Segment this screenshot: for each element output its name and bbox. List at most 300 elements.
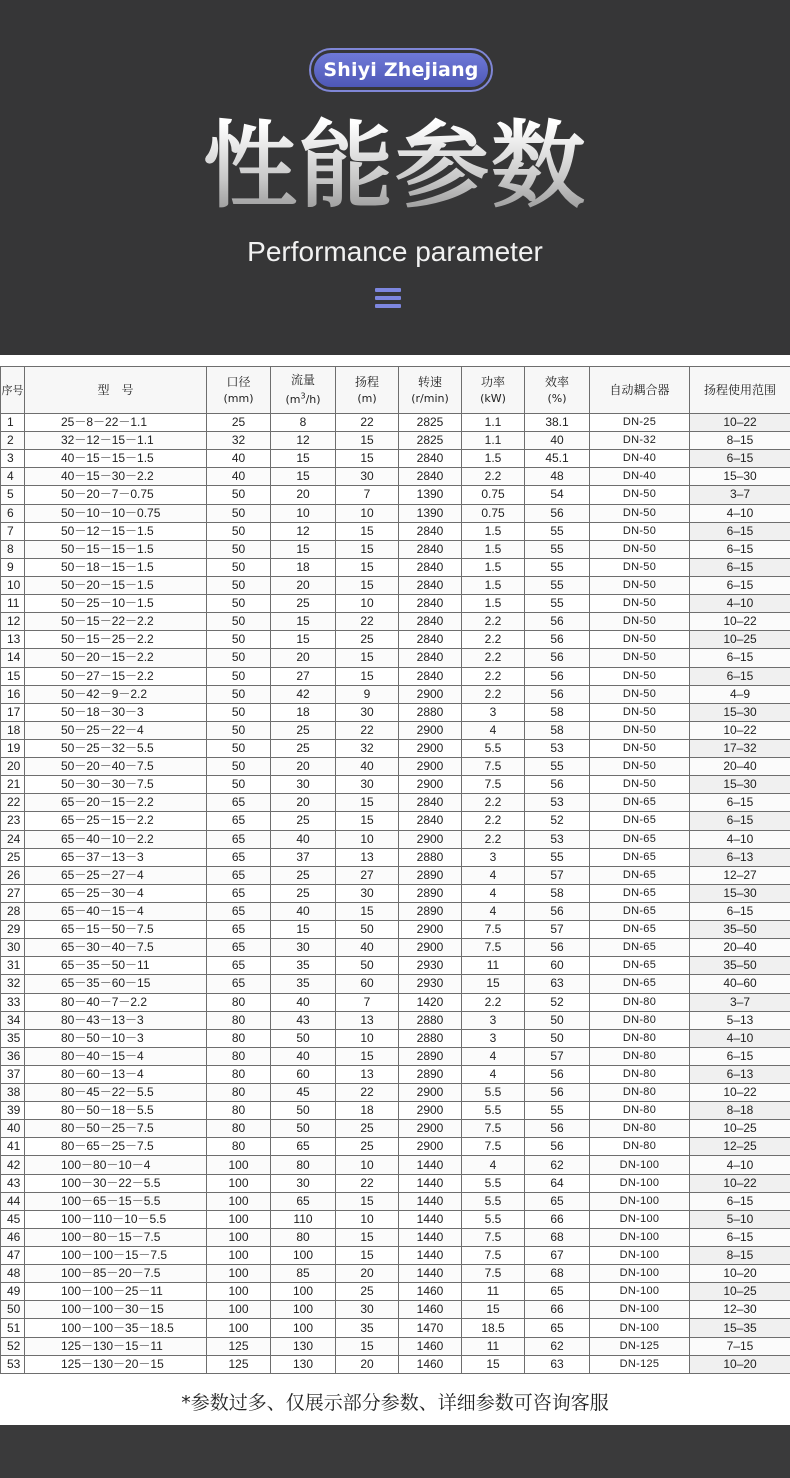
cell-model: 40－15－15－1.5 bbox=[25, 450, 207, 468]
cell-seq: 40 bbox=[1, 1120, 25, 1138]
cell-efficiency: 68 bbox=[525, 1265, 590, 1283]
table-row bbox=[1, 504, 790, 522]
cell-seq: 15 bbox=[1, 667, 25, 685]
table-row bbox=[1, 1192, 790, 1210]
cell-head: 32 bbox=[336, 739, 399, 757]
cell-efficiency: 65 bbox=[525, 1192, 590, 1210]
table-row bbox=[1, 685, 790, 703]
cell-diameter: 50 bbox=[207, 486, 271, 504]
cell-seq: 51 bbox=[1, 1319, 25, 1337]
cell-seq: 41 bbox=[1, 1138, 25, 1156]
cell-flow: 20 bbox=[271, 649, 336, 667]
table-row bbox=[1, 1084, 790, 1102]
cell-model: 50－20－40－7.5 bbox=[25, 758, 207, 776]
cell-seq: 12 bbox=[1, 613, 25, 631]
cell-flow: 15 bbox=[271, 468, 336, 486]
cell-model: 50－42－9－2.2 bbox=[25, 685, 207, 703]
cell-range: 6–15 bbox=[690, 540, 790, 558]
cell-seq: 11 bbox=[1, 595, 25, 613]
cell-efficiency: 60 bbox=[525, 957, 590, 975]
cell-head: 13 bbox=[336, 1065, 399, 1083]
cell-diameter: 65 bbox=[207, 794, 271, 812]
cell-efficiency: 66 bbox=[525, 1210, 590, 1228]
cell-flow: 15 bbox=[271, 613, 336, 631]
cell-coupler: DN-50 bbox=[590, 667, 690, 685]
cell-range: 35–50 bbox=[690, 921, 790, 939]
cell-coupler: DN-50 bbox=[590, 703, 690, 721]
cell-efficiency: 48 bbox=[525, 468, 590, 486]
cell-head: 13 bbox=[336, 848, 399, 866]
cell-diameter: 40 bbox=[207, 450, 271, 468]
cell-coupler: DN-100 bbox=[590, 1156, 690, 1174]
table-row bbox=[1, 450, 790, 468]
cell-speed: 1440 bbox=[399, 1228, 462, 1246]
cell-range: 15–30 bbox=[690, 776, 790, 794]
cell-model: 65－25－27－4 bbox=[25, 866, 207, 884]
cell-flow: 12 bbox=[271, 432, 336, 450]
table-row bbox=[1, 1247, 790, 1265]
cell-model: 100－100－15－7.5 bbox=[25, 1247, 207, 1265]
cell-power: 2.2 bbox=[462, 667, 525, 685]
table-row bbox=[1, 902, 790, 920]
cell-head: 7 bbox=[336, 993, 399, 1011]
cell-power: 3 bbox=[462, 848, 525, 866]
cell-efficiency: 55 bbox=[525, 522, 590, 540]
cell-range: 6–13 bbox=[690, 848, 790, 866]
cell-head: 50 bbox=[336, 921, 399, 939]
cell-diameter: 50 bbox=[207, 576, 271, 594]
cell-coupler: DN-65 bbox=[590, 921, 690, 939]
cell-head: 15 bbox=[336, 1337, 399, 1355]
cell-coupler: DN-32 bbox=[590, 432, 690, 450]
cell-model: 80－40－7－2.2 bbox=[25, 993, 207, 1011]
cell-model: 50－18－15－1.5 bbox=[25, 558, 207, 576]
cell-seq: 6 bbox=[1, 504, 25, 522]
cell-efficiency: 56 bbox=[525, 631, 590, 649]
cell-head: 25 bbox=[336, 1283, 399, 1301]
table-row bbox=[1, 975, 790, 993]
cell-seq: 9 bbox=[1, 558, 25, 576]
cell-efficiency: 52 bbox=[525, 812, 590, 830]
cell-coupler: DN-80 bbox=[590, 1065, 690, 1083]
cell-seq: 24 bbox=[1, 830, 25, 848]
table-row bbox=[1, 703, 790, 721]
cell-efficiency: 58 bbox=[525, 721, 590, 739]
cell-range: 12–30 bbox=[690, 1301, 790, 1319]
cell-efficiency: 57 bbox=[525, 866, 590, 884]
cell-model: 25－8－22－1.1 bbox=[25, 414, 207, 432]
header-model: 型 号 bbox=[25, 367, 207, 414]
cell-head: 20 bbox=[336, 1355, 399, 1373]
cell-flow: 42 bbox=[271, 685, 336, 703]
cell-seq: 13 bbox=[1, 631, 25, 649]
cell-range: 6–15 bbox=[690, 558, 790, 576]
cell-model: 65－40－10－2.2 bbox=[25, 830, 207, 848]
table-row bbox=[1, 540, 790, 558]
cell-speed: 2930 bbox=[399, 957, 462, 975]
cell-power: 1.1 bbox=[462, 432, 525, 450]
cell-range: 15–30 bbox=[690, 884, 790, 902]
cell-range: 6–15 bbox=[690, 902, 790, 920]
cell-diameter: 50 bbox=[207, 613, 271, 631]
cell-efficiency: 53 bbox=[525, 739, 590, 757]
cell-power: 1.5 bbox=[462, 522, 525, 540]
cell-diameter: 50 bbox=[207, 685, 271, 703]
cell-range: 4–10 bbox=[690, 504, 790, 522]
cell-coupler: DN-65 bbox=[590, 975, 690, 993]
cell-model: 50－10－10－0.75 bbox=[25, 504, 207, 522]
cell-flow: 100 bbox=[271, 1283, 336, 1301]
cell-speed: 2890 bbox=[399, 902, 462, 920]
cell-efficiency: 55 bbox=[525, 758, 590, 776]
cell-diameter: 50 bbox=[207, 540, 271, 558]
cell-model: 50－25－10－1.5 bbox=[25, 595, 207, 613]
cell-power: 5.5 bbox=[462, 1174, 525, 1192]
cell-coupler: DN-80 bbox=[590, 1011, 690, 1029]
cell-head: 20 bbox=[336, 1265, 399, 1283]
cell-model: 50－15－25－2.2 bbox=[25, 631, 207, 649]
cell-range: 15–30 bbox=[690, 703, 790, 721]
cell-seq: 25 bbox=[1, 848, 25, 866]
table-row bbox=[1, 486, 790, 504]
cell-head: 15 bbox=[336, 522, 399, 540]
cell-coupler: DN-65 bbox=[590, 902, 690, 920]
table-row bbox=[1, 1355, 790, 1373]
cell-efficiency: 38.1 bbox=[525, 414, 590, 432]
table-row bbox=[1, 866, 790, 884]
cell-coupler: DN-25 bbox=[590, 414, 690, 432]
cell-model: 100－80－10－4 bbox=[25, 1156, 207, 1174]
cell-head: 22 bbox=[336, 1084, 399, 1102]
cell-efficiency: 55 bbox=[525, 540, 590, 558]
cell-coupler: DN-65 bbox=[590, 957, 690, 975]
cell-speed: 2840 bbox=[399, 450, 462, 468]
cell-head: 15 bbox=[336, 902, 399, 920]
cell-range: 12–27 bbox=[690, 866, 790, 884]
cell-diameter: 65 bbox=[207, 939, 271, 957]
cell-diameter: 100 bbox=[207, 1228, 271, 1246]
cell-seq: 16 bbox=[1, 685, 25, 703]
cell-model: 50－20－15－1.5 bbox=[25, 576, 207, 594]
cell-seq: 47 bbox=[1, 1247, 25, 1265]
cell-efficiency: 40 bbox=[525, 432, 590, 450]
cell-coupler: DN-80 bbox=[590, 1084, 690, 1102]
cell-head: 30 bbox=[336, 884, 399, 902]
header-efficiency: 效率 (%) bbox=[525, 367, 590, 414]
cell-efficiency: 62 bbox=[525, 1156, 590, 1174]
cell-power: 7.5 bbox=[462, 1247, 525, 1265]
cell-power: 2.2 bbox=[462, 830, 525, 848]
cell-head: 7 bbox=[336, 486, 399, 504]
header-range: 扬程使用范围 bbox=[690, 367, 790, 414]
cell-efficiency: 50 bbox=[525, 1011, 590, 1029]
cell-efficiency: 57 bbox=[525, 1047, 590, 1065]
cell-power: 4 bbox=[462, 884, 525, 902]
cell-head: 27 bbox=[336, 866, 399, 884]
cell-flow: 37 bbox=[271, 848, 336, 866]
cell-speed: 2890 bbox=[399, 1047, 462, 1065]
cell-range: 4–9 bbox=[690, 685, 790, 703]
cell-power: 1.5 bbox=[462, 540, 525, 558]
cell-range: 6–15 bbox=[690, 576, 790, 594]
cell-flow: 30 bbox=[271, 776, 336, 794]
cell-seq: 46 bbox=[1, 1228, 25, 1246]
cell-speed: 2890 bbox=[399, 1065, 462, 1083]
cell-power: 5.5 bbox=[462, 739, 525, 757]
cell-diameter: 80 bbox=[207, 1011, 271, 1029]
cell-diameter: 100 bbox=[207, 1301, 271, 1319]
cell-head: 15 bbox=[336, 649, 399, 667]
cell-head: 30 bbox=[336, 776, 399, 794]
cell-model: 100－100－30－15 bbox=[25, 1301, 207, 1319]
cell-diameter: 80 bbox=[207, 1084, 271, 1102]
cell-range: 17–32 bbox=[690, 739, 790, 757]
cell-seq: 1 bbox=[1, 414, 25, 432]
cell-head: 15 bbox=[336, 794, 399, 812]
cell-coupler: DN-50 bbox=[590, 631, 690, 649]
cell-speed: 2900 bbox=[399, 758, 462, 776]
cell-range: 6–15 bbox=[690, 794, 790, 812]
cell-speed: 2900 bbox=[399, 921, 462, 939]
cell-range: 6–13 bbox=[690, 1065, 790, 1083]
cell-speed: 1440 bbox=[399, 1156, 462, 1174]
cell-range: 4–10 bbox=[690, 1029, 790, 1047]
cell-range: 6–15 bbox=[690, 1228, 790, 1246]
cell-power: 2.2 bbox=[462, 649, 525, 667]
cell-power: 1.5 bbox=[462, 450, 525, 468]
cell-model: 80－65－25－7.5 bbox=[25, 1138, 207, 1156]
cell-diameter: 65 bbox=[207, 975, 271, 993]
cell-head: 30 bbox=[336, 1301, 399, 1319]
cell-coupler: DN-50 bbox=[590, 613, 690, 631]
cell-power: 15 bbox=[462, 975, 525, 993]
cell-power: 7.5 bbox=[462, 939, 525, 957]
cell-speed: 2840 bbox=[399, 649, 462, 667]
cell-flow: 18 bbox=[271, 703, 336, 721]
cell-flow: 30 bbox=[271, 939, 336, 957]
cell-range: 4–10 bbox=[690, 830, 790, 848]
cell-power: 3 bbox=[462, 1011, 525, 1029]
cell-flow: 20 bbox=[271, 576, 336, 594]
cell-seq: 5 bbox=[1, 486, 25, 504]
cell-head: 13 bbox=[336, 1011, 399, 1029]
cell-coupler: DN-100 bbox=[590, 1210, 690, 1228]
cell-seq: 45 bbox=[1, 1210, 25, 1228]
cell-range: 8–15 bbox=[690, 1247, 790, 1265]
cell-seq: 21 bbox=[1, 776, 25, 794]
table-row bbox=[1, 558, 790, 576]
cell-power: 11 bbox=[462, 1283, 525, 1301]
cell-model: 80－43－13－3 bbox=[25, 1011, 207, 1029]
cell-diameter: 65 bbox=[207, 848, 271, 866]
cell-seq: 3 bbox=[1, 450, 25, 468]
cell-coupler: DN-50 bbox=[590, 739, 690, 757]
table-row bbox=[1, 884, 790, 902]
cell-flow: 80 bbox=[271, 1228, 336, 1246]
cell-power: 2.2 bbox=[462, 993, 525, 1011]
cell-flow: 100 bbox=[271, 1301, 336, 1319]
cell-seq: 18 bbox=[1, 721, 25, 739]
header-speed: 转速 (r/min) bbox=[399, 367, 462, 414]
cell-coupler: DN-65 bbox=[590, 794, 690, 812]
table-row bbox=[1, 631, 790, 649]
cell-flow: 25 bbox=[271, 721, 336, 739]
cell-range: 6–15 bbox=[690, 522, 790, 540]
cell-seq: 39 bbox=[1, 1102, 25, 1120]
cell-range: 4–10 bbox=[690, 1156, 790, 1174]
cell-coupler: DN-80 bbox=[590, 1138, 690, 1156]
cell-speed: 1440 bbox=[399, 1210, 462, 1228]
cell-head: 40 bbox=[336, 758, 399, 776]
cell-head: 15 bbox=[336, 558, 399, 576]
cell-coupler: DN-50 bbox=[590, 540, 690, 558]
cell-speed: 2840 bbox=[399, 794, 462, 812]
cell-diameter: 40 bbox=[207, 468, 271, 486]
cell-model: 50－20－7－0.75 bbox=[25, 486, 207, 504]
header-banner bbox=[0, 0, 790, 355]
cell-efficiency: 50 bbox=[525, 1029, 590, 1047]
cell-range: 20–40 bbox=[690, 939, 790, 957]
cell-coupler: DN-80 bbox=[590, 1120, 690, 1138]
cell-coupler: DN-100 bbox=[590, 1192, 690, 1210]
table-row bbox=[1, 595, 790, 613]
cell-efficiency: 68 bbox=[525, 1228, 590, 1246]
cell-head: 50 bbox=[336, 957, 399, 975]
cell-seq: 42 bbox=[1, 1156, 25, 1174]
cell-head: 15 bbox=[336, 540, 399, 558]
table-row bbox=[1, 1138, 790, 1156]
cell-efficiency: 55 bbox=[525, 848, 590, 866]
cell-flow: 30 bbox=[271, 1174, 336, 1192]
cell-range: 12–25 bbox=[690, 1138, 790, 1156]
cell-range: 10–22 bbox=[690, 613, 790, 631]
cell-power: 1.5 bbox=[462, 576, 525, 594]
cell-range: 6–15 bbox=[690, 649, 790, 667]
cell-flow: 40 bbox=[271, 1047, 336, 1065]
cell-coupler: DN-50 bbox=[590, 576, 690, 594]
cell-range: 8–18 bbox=[690, 1102, 790, 1120]
cell-range: 10–22 bbox=[690, 1084, 790, 1102]
cell-seq: 28 bbox=[1, 902, 25, 920]
cell-power: 5.5 bbox=[462, 1084, 525, 1102]
cell-range: 10–22 bbox=[690, 414, 790, 432]
cell-coupler: DN-80 bbox=[590, 993, 690, 1011]
table-row bbox=[1, 1065, 790, 1083]
cell-efficiency: 56 bbox=[525, 1084, 590, 1102]
cell-flow: 65 bbox=[271, 1138, 336, 1156]
cell-flow: 65 bbox=[271, 1192, 336, 1210]
cell-head: 10 bbox=[336, 1210, 399, 1228]
cell-efficiency: 56 bbox=[525, 613, 590, 631]
cell-efficiency: 56 bbox=[525, 902, 590, 920]
cell-power: 4 bbox=[462, 902, 525, 920]
cell-seq: 53 bbox=[1, 1355, 25, 1373]
cell-coupler: DN-65 bbox=[590, 848, 690, 866]
cell-seq: 23 bbox=[1, 812, 25, 830]
cell-model: 50－25－22－4 bbox=[25, 721, 207, 739]
cell-speed: 1460 bbox=[399, 1337, 462, 1355]
cell-head: 15 bbox=[336, 1228, 399, 1246]
cell-flow: 40 bbox=[271, 993, 336, 1011]
cell-speed: 2840 bbox=[399, 613, 462, 631]
cell-diameter: 100 bbox=[207, 1156, 271, 1174]
cell-power: 7.5 bbox=[462, 758, 525, 776]
cell-power: 18.5 bbox=[462, 1319, 525, 1337]
cell-efficiency: 56 bbox=[525, 649, 590, 667]
cell-speed: 2890 bbox=[399, 866, 462, 884]
cell-power: 1.1 bbox=[462, 414, 525, 432]
cell-flow: 20 bbox=[271, 758, 336, 776]
cell-range: 15–35 bbox=[690, 1319, 790, 1337]
table-row bbox=[1, 758, 790, 776]
table-row bbox=[1, 576, 790, 594]
table-row bbox=[1, 1102, 790, 1120]
cell-head: 40 bbox=[336, 939, 399, 957]
cell-range: 10–20 bbox=[690, 1355, 790, 1373]
cell-range: 6–15 bbox=[690, 667, 790, 685]
cell-power: 2.2 bbox=[462, 631, 525, 649]
cell-speed: 2900 bbox=[399, 939, 462, 957]
cell-flow: 25 bbox=[271, 739, 336, 757]
cell-head: 15 bbox=[336, 667, 399, 685]
cell-diameter: 100 bbox=[207, 1210, 271, 1228]
cell-range: 10–22 bbox=[690, 1174, 790, 1192]
cell-coupler: DN-50 bbox=[590, 776, 690, 794]
cell-range: 10–25 bbox=[690, 1283, 790, 1301]
cell-flow: 25 bbox=[271, 595, 336, 613]
cell-seq: 32 bbox=[1, 975, 25, 993]
cell-flow: 25 bbox=[271, 884, 336, 902]
cell-seq: 26 bbox=[1, 866, 25, 884]
cell-diameter: 100 bbox=[207, 1192, 271, 1210]
cell-model: 65－20－15－2.2 bbox=[25, 794, 207, 812]
cell-efficiency: 55 bbox=[525, 558, 590, 576]
table-row bbox=[1, 1029, 790, 1047]
cell-diameter: 65 bbox=[207, 866, 271, 884]
cell-speed: 1460 bbox=[399, 1355, 462, 1373]
cell-head: 10 bbox=[336, 595, 399, 613]
cell-speed: 2840 bbox=[399, 468, 462, 486]
cell-range: 15–30 bbox=[690, 468, 790, 486]
cell-seq: 33 bbox=[1, 993, 25, 1011]
cell-speed: 2840 bbox=[399, 540, 462, 558]
cell-speed: 2825 bbox=[399, 432, 462, 450]
table-row bbox=[1, 1283, 790, 1301]
cell-power: 7.5 bbox=[462, 1120, 525, 1138]
cell-efficiency: 63 bbox=[525, 975, 590, 993]
cell-efficiency: 62 bbox=[525, 1337, 590, 1355]
cell-power: 4 bbox=[462, 1047, 525, 1065]
cell-efficiency: 56 bbox=[525, 776, 590, 794]
header-coupler: 自动耦合器 bbox=[590, 367, 690, 414]
cell-model: 80－40－15－4 bbox=[25, 1047, 207, 1065]
cell-seq: 20 bbox=[1, 758, 25, 776]
cell-power: 2.2 bbox=[462, 468, 525, 486]
cell-coupler: DN-80 bbox=[590, 1047, 690, 1065]
cell-efficiency: 58 bbox=[525, 703, 590, 721]
content-area bbox=[0, 355, 790, 1425]
brand-label: Shiyi Zhejiang bbox=[314, 53, 488, 87]
table-row bbox=[1, 739, 790, 757]
cell-seq: 43 bbox=[1, 1174, 25, 1192]
cell-speed: 1440 bbox=[399, 1192, 462, 1210]
cell-flow: 10 bbox=[271, 504, 336, 522]
cell-power: 2.2 bbox=[462, 794, 525, 812]
cell-model: 80－50－18－5.5 bbox=[25, 1102, 207, 1120]
cell-coupler: DN-50 bbox=[590, 522, 690, 540]
cell-head: 15 bbox=[336, 812, 399, 830]
cell-efficiency: 64 bbox=[525, 1174, 590, 1192]
